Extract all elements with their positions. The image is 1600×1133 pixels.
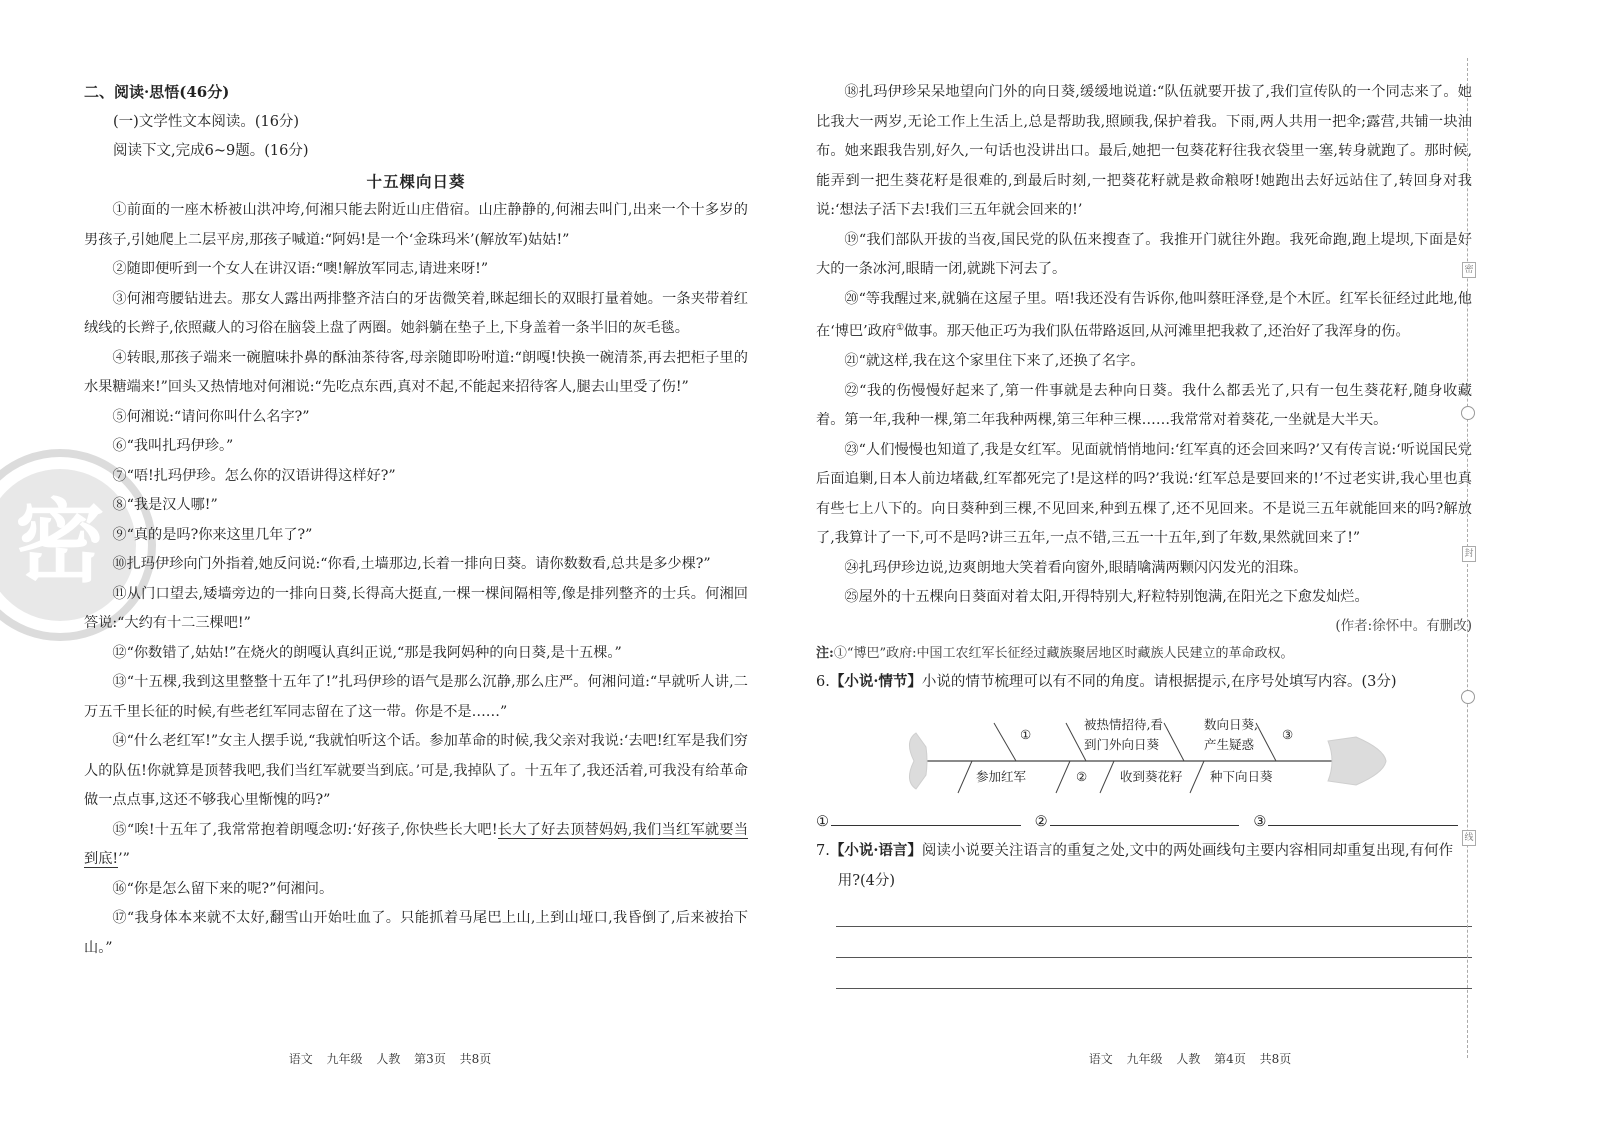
fishbone-top-2 — [1084, 715, 1163, 755]
paragraph-14-text: ⑭“什么老红军!”女主人摆手说,“我就怕听这个话。参加革命的时候,我父亲对我说:‘去吧!红军是我们穷人的队伍!你就算是顶替我吧,我们当红军就要当到底。’可是,我掉队了。十五年了,我还活着,可我没有给革命做一点点事,这还不够我心里惭愧的吗?” — [84, 733, 748, 808]
stamp-text: 密 — [15, 490, 105, 595]
instruction: 阅读下文,完成6~9题。(16分) — [113, 143, 309, 159]
fishbone-bottom-4: 种下向日葵 — [1210, 769, 1273, 785]
binding-mark-2: 封 — [1462, 546, 1476, 562]
right-footer: 语文 九年级 人教 第4页 共8页 — [1088, 1052, 1292, 1066]
question-7-text: 阅读小说要关注语言的重复之处,文中的两处画线句主要内容相同却重复出现,有何作用?(4分) — [837, 843, 1454, 889]
author-credit: (作者:徐怀中。有删改) — [1335, 617, 1472, 634]
answer-line-q7-3[interactable] — [836, 958, 1472, 989]
fishbone-top-3-line-2: 产生疑惑 — [1204, 737, 1255, 753]
answer-line-q7-2[interactable] — [836, 927, 1472, 958]
paragraph-25: ㉕屋外的十五棵向日葵面对着太阳,开得特别大,籽粒特别饱满,在阳光之下愈发灿烂。 — [844, 589, 1369, 606]
paragraph-12: ⑫“你数错了,姑姑!”在烧火的朗嘎认真纠正说,“那是我阿妈种的向日葵,是十五棵。” — [112, 644, 622, 661]
answer-blank-3-label: ③ — [1253, 814, 1267, 831]
left-column — [84, 78, 748, 963]
paragraph-16: ⑯“你是怎么留下来的呢?”何湘问。 — [112, 880, 334, 897]
paragraph-20-start: ⑳“等我醒过来,就躺在这屋子里。唔!我还没有告诉你,他叫蔡旺泽登,是个木匠。红军长征经过此地,他在‘博巴’政府 — [816, 290, 1472, 340]
footnote-text: ①“博巴”政府:中国工农红军长征经过藏族聚居地区时藏族人民建立的革命政权。 — [833, 645, 1294, 661]
section-heading: 二、阅读·思悟(46分) — [84, 83, 230, 101]
answer-blanks-q6 — [816, 807, 1472, 830]
paragraph-10: ⑩扎玛伊珍向门外指着,她反问说:“你看,土墙那边,长着一排向日葵。请你数数看,总共是多少棵?” — [112, 556, 711, 572]
paragraph-18: ⑱扎玛伊珍呆呆地望向门外的向日葵,缓缓地说道:“队伍就要开拔了,我们宣传队的一个同志来了。她比我大一两岁,无论工作上生活上,总是帮助我,照顾我,保护着我。下雨,两人共用一把伞;露营,共铺一块油布。她来跟我告别,好久,一句话也没讲出口。最后,她把一包葵花籽往我衣袋里一塞,转身就跑了。那时候,能弄到一把生葵花籽是很难的,到最后时刻,一把葵花籽就是救命粮呀!她跑出去好远站住了,转回身对我说:‘想法子活下去!我们三五年就会回来的!’ — [816, 84, 1472, 218]
paragraph-3: ③何湘弯腰钻进去。那女人露出两排整齐洁白的牙齿微笑着,眯起细长的双眼打量着她。一条夹带着红绒线的长辫子,依照藏人的习俗在脑袋上盘了两圈。她斜躺在垫子上,下身盖着一条半旧的灰毛毯。 — [84, 290, 748, 336]
paragraph-15-start: ⑮“唉!十五年了,我常常抱着朗嘎念叨:‘好孩子,你快些长大吧! — [112, 821, 498, 838]
paragraph-7: ⑦“唔!扎玛伊珍。怎么你的汉语讲得这样好?” — [112, 467, 396, 484]
fishbone-top-3-line-1: 数向日葵, — [1204, 717, 1258, 733]
paragraph-2: ②随即便听到一个女人在讲汉语:“噢!解放军同志,请进来呀!” — [112, 261, 489, 277]
fishbone-diagram — [816, 697, 1472, 801]
right-column — [816, 78, 1472, 989]
question-6 — [816, 667, 1472, 698]
paragraph-1: ①前面的一座木桥被山洪冲垮,何湘只能去附近山庄借宿。山庄静静的,何湘去叫门,出来一个十多岁的男孩子,引她爬上二层平房,那孩子喊道:“阿妈!是一个‘金珠玛米’(解放军)姑姑!” — [84, 202, 748, 248]
underlined-sentence: 长大了好去顶替妈妈,我们当红军就要当到底! — [84, 821, 749, 867]
right-page — [780, 0, 1600, 1133]
question-6-tag: 【小说·情节】 — [829, 672, 922, 690]
paragraph-17: ⑰“我身体本来就不太好,翻雪山开始吐血了。只能抓着马尾巴上山,上到山垭口,我昏倒了,后来被抬下山。” — [84, 910, 748, 956]
paragraph-8: ⑧“我是汉人哪!” — [112, 497, 218, 513]
fishbone-bottom-3: 收到葵花籽 — [1120, 769, 1183, 785]
footnote-marker: ① — [895, 323, 905, 333]
paragraph-14 — [84, 727, 748, 816]
paragraph-23: ㉓“人们慢慢也知道了,我是女红军。见面就悄悄地问:‘红军真的还会回来吗?’又有传言说:‘听说国民党后面追剿,日本人前边堵截,红军都死完了!是这样的吗?’我说:‘红军总是要回来的!’不过老实讲,我心里也真有些七上八下的。向日葵种到三棵,不见回来,种到五棵了,还不见回来。不是说三五年就能回来的吗?解放了,我算计了一下,可不是吗?讲三五年,一点不错,三五一十五年,到了年数,果然就回来了!” — [816, 441, 1472, 547]
binding-mark-3: 线 — [1462, 830, 1476, 846]
paragraph-20-end: 做事。那天他正巧为我们队伍带路返回,从河滩里把我救了,还治好了我浑身的伤。 — [904, 323, 1410, 340]
paragraph-24: ㉔扎玛伊珍边说,边爽朗地大笑着看向窗外,眼睛噙满两颗闪闪发光的泪珠。 — [844, 559, 1308, 576]
question-7-number: 7. — [816, 843, 830, 860]
answer-blank-1-label: ① — [816, 814, 829, 831]
paragraph-20 — [816, 285, 1472, 348]
answer-blank-1[interactable] — [816, 807, 1035, 830]
paragraph-4: ④转眼,那孩子端来一碗膻味扑鼻的酥油茶待客,母亲随即吩咐道:“朗嘎!快换一碗清茶,再去把柜子里的水果糖端来!”回头又热情地对何湘说:“先吃点东西,真对不起,不能起来招待客人,腿去山里受了伤!” — [84, 349, 748, 395]
answer-blank-1-line[interactable] — [831, 807, 1021, 826]
answer-blank-3-line[interactable] — [1268, 807, 1458, 826]
left-footer: 语文 九年级 人教 第3页 共8页 — [288, 1052, 492, 1066]
paragraph-21: ㉑“就这样,我在这个家里住下来了,还换了名字。 — [844, 353, 1145, 370]
paragraph-15-end: ’” — [118, 851, 130, 867]
answer-line-q7-1[interactable] — [836, 896, 1472, 927]
binding-mark-1: 密 — [1462, 262, 1476, 278]
paragraph-6: ⑥“我叫扎玛伊珍。” — [112, 438, 234, 454]
paragraph-11: ⑪从门口望去,矮墙旁边的一排向日葵,长得高大挺直,一棵一棵间隔相等,像是排列整齐的士兵。何湘回答说:“大约有十二三棵吧!” — [84, 585, 748, 631]
question-7-tag: 【小说·语言】 — [829, 842, 922, 860]
paragraph-13: ⑬“十五棵,我到这里整整十五年了!”扎玛伊珍的语气是那么沉静,那么庄严。何湘问道:“早就听人讲,二万五千里长征的时候,有些老红军同志留在了这一带。你是不是……” — [84, 674, 748, 720]
fishbone-top-2-line-1: 被热情招待,看 — [1084, 717, 1163, 733]
answer-blank-2-label: ② — [1034, 814, 1048, 831]
answer-blank-2[interactable] — [1035, 807, 1254, 830]
paragraph-15 — [84, 816, 748, 875]
fishbone-top-2-line-2: 到门外向日葵 — [1084, 737, 1160, 753]
answer-blank-2-line[interactable] — [1050, 807, 1240, 826]
paragraph-22: ㉒“我的伤慢慢好起来了,第一件事就是去种向日葵。我什么都丢光了,只有一包生葵花籽,随身收藏着。第一年,我种一棵,第二年我种两棵,第三年种三棵……我常常对着葵花,一坐就是大半天。 — [816, 382, 1472, 429]
footnote-label: 注: — [816, 645, 834, 661]
article-title: 十五棵向日葵 — [366, 171, 466, 191]
question-6-number: 6. — [816, 673, 830, 690]
fishbone-top-1: ① — [1020, 727, 1032, 743]
binding-hole-2 — [1461, 690, 1475, 704]
fishbone-top-4: ③ — [1282, 727, 1294, 743]
footnote — [816, 640, 1472, 667]
question-7 — [816, 836, 1472, 896]
left-page — [0, 0, 780, 1133]
fishbone-bottom-1: 参加红军 — [976, 769, 1027, 785]
fishbone-top-3 — [1204, 715, 1258, 755]
paragraph-19: ⑲“我们部队开拔的当夜,国民党的队伍来搜查了。我推开门就往外跑。我死命跑,跑上堤坝,下面是好大的一条冰河,眼睛一闭,就跳下河去了。 — [816, 231, 1472, 277]
subsection-heading: (一)文学性文本阅读。(16分) — [113, 113, 300, 130]
fishbone-bottom-2: ② — [1076, 769, 1088, 785]
paragraph-9: ⑨“真的是吗?你来这里几年了?” — [112, 526, 313, 543]
binding-hole-1 — [1461, 406, 1475, 420]
question-6-text: 小说的情节梳理可以有不同的角度。请根据提示,在序号处填写内容。(3分) — [921, 673, 1397, 690]
paragraph-5: ⑤何湘说:“请问你叫什么名字?” — [112, 408, 310, 425]
answer-blank-3[interactable] — [1253, 807, 1472, 830]
